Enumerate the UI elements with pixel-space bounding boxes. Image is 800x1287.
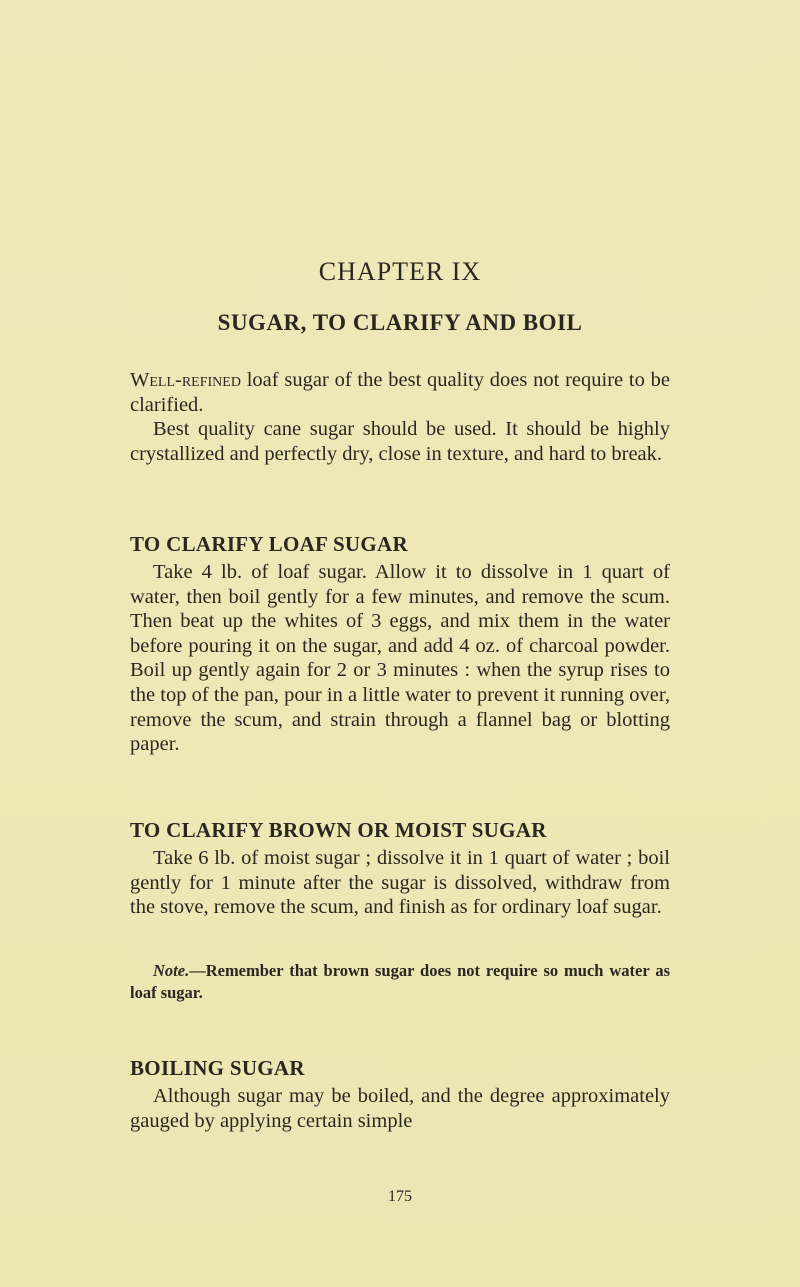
page-number: 175 (388, 1188, 412, 1205)
note-label: Note. (153, 961, 190, 980)
chapter-heading: CHAPTER IX (318, 257, 482, 286)
section-loaf-text (130, 560, 670, 757)
section-heading-brown: TO CLARIFY BROWN OR MOIST SUGAR (130, 818, 547, 842)
section-boiling-body: Although sugar may be boiled, and the degree approximately gauged by applying certain simple (130, 1085, 670, 1132)
section-brown-body: Take 6 lb. of moist sugar ; dissolve it in 1 quart of water ; boil gently for 1 minute after the sugar is dissolved, withdraw from the stove, remove the scum, and finish as for ordinary loaf sugar. (130, 847, 670, 919)
intro-paragraph-2: Best quality cane sugar should be used. It should be highly crystallized and perfectly dry, close in texture, and hard to break. (130, 418, 670, 465)
section-loaf-body: Take 4 lb. of loaf sugar. Allow it to dissolve in 1 quart of water, then boil gently for a few minutes, and remove the scum. Then beat up the whites of 3 eggs, and mix them in the water before pouring it on the sugar, and add 4 oz. of charcoal powder. Boil up gently again for 2 or 3 minutes : when the syrup rises to the top of the pan, pour in a little water to prevent it running over, remove the scum, and strain through a flannel bag or blotting paper. (130, 561, 670, 756)
section-heading-boiling: BOILING SUGAR (130, 1056, 305, 1080)
intro-paragraph-1 (130, 368, 670, 417)
section-heading-loaf: TO CLARIFY LOAF SUGAR (130, 532, 408, 556)
note-text: —Remember that brown sugar does not require so much water as loaf sugar. (130, 961, 670, 1002)
note-paragraph (130, 960, 670, 1004)
note (130, 960, 670, 1004)
chapter-title: SUGAR, TO CLARIFY AND BOIL (217, 310, 583, 335)
section-boiling-text (130, 1084, 670, 1133)
intro-text (130, 368, 670, 466)
section-brown-text (130, 846, 670, 920)
intro-lead-words: Well-refined (130, 369, 241, 391)
intro-paragraph-1-rest: loaf sugar of the best quality does not require to be clarified. (130, 369, 670, 416)
